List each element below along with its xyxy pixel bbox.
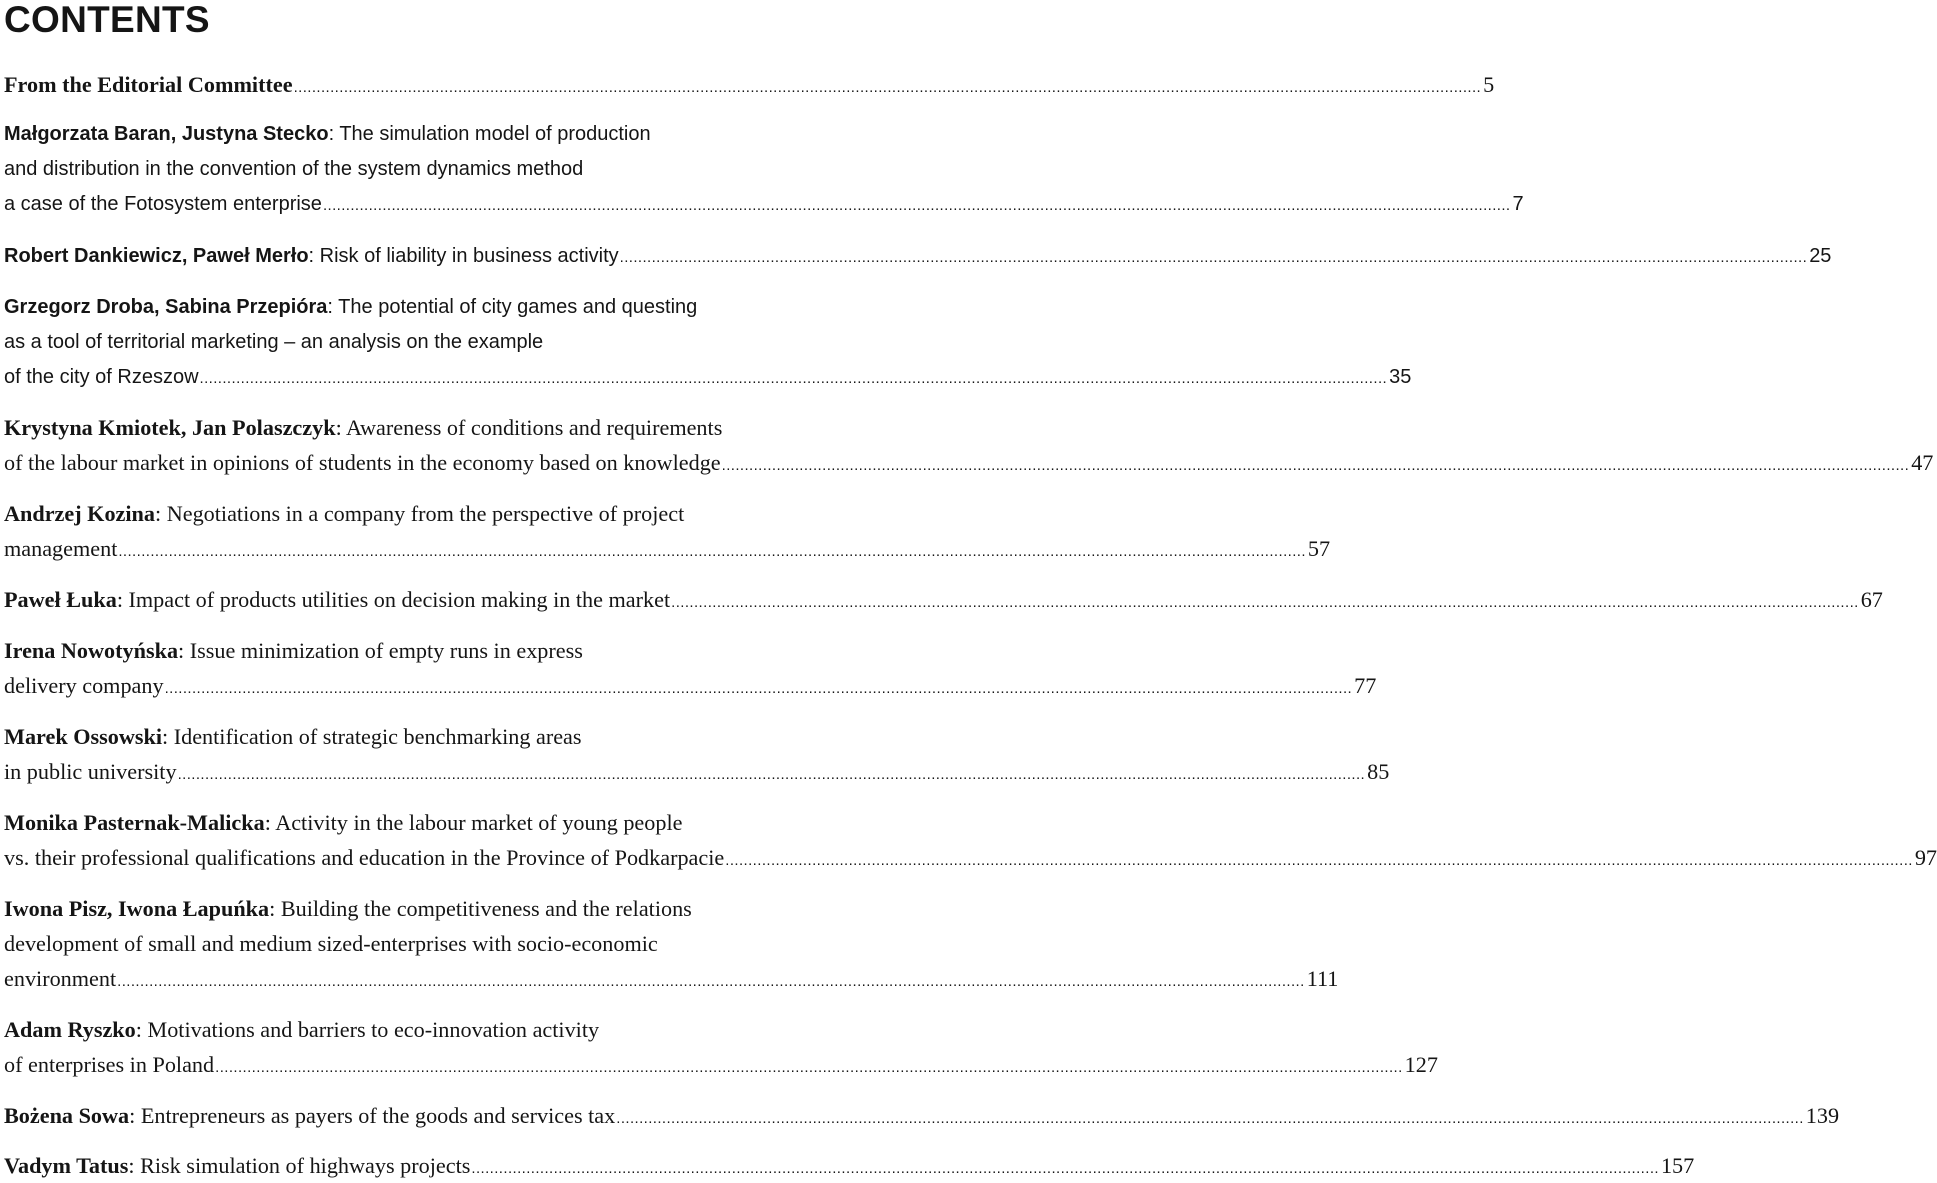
toc-title: delivery company	[4, 673, 164, 698]
toc-entry-line	[4, 191, 1524, 217]
toc-author: Adam Ryszko	[4, 1017, 136, 1042]
toc-title: : Negotiations in a company from the perspective of project	[154, 501, 685, 526]
toc-entry-line	[4, 536, 1331, 562]
toc-line-text	[4, 1153, 470, 1179]
toc-entry-line	[4, 1017, 956, 1043]
toc-line-text	[4, 673, 164, 699]
toc-page-number: 35	[1389, 366, 1412, 388]
toc-entry-line	[4, 810, 956, 836]
toc-leader-dots: ....................................................................................................................................................................................................................................................................	[619, 249, 1808, 266]
toc-entry-line	[4, 638, 956, 664]
toc-entry-line	[4, 243, 1832, 269]
toc-line-text	[4, 294, 697, 320]
toc-author: Vadym Tatus	[4, 1153, 129, 1178]
contents-heading: CONTENTS	[4, 0, 210, 40]
toc-title: of enterprises in Poland	[4, 1052, 215, 1077]
toc-entry-line	[4, 156, 956, 182]
toc-author: Małgorzata Baran, Justyna Stecko	[4, 123, 329, 145]
toc-leader-dots: ....................................................................................................................................................................................................................................................................	[322, 197, 1511, 214]
toc-leader-dots: ....................................................................................................................................................................................................................................................................	[616, 1110, 1804, 1127]
toc-page-number: 97	[1914, 845, 1937, 870]
toc-title: vs. their professional qualifications and education in the Province of Podkarpacie	[4, 845, 725, 870]
toc-title: : The potential of city games and questing	[327, 296, 698, 318]
toc-line-text	[4, 191, 322, 217]
toc-page-number: 67	[1860, 587, 1883, 612]
toc-title: and distribution in the convention of the system dynamics method	[4, 158, 584, 180]
toc-author: Robert Dankiewicz, Paweł Merło	[4, 245, 309, 267]
toc-entry-line	[4, 759, 1390, 785]
toc-line-text	[4, 121, 651, 147]
toc-page-number: 47	[1911, 450, 1934, 475]
toc-title: : Entrepreneurs as payers of the goods and services tax	[129, 1103, 616, 1128]
toc-entry-line	[4, 501, 956, 527]
toc-page-number: 77	[1354, 673, 1377, 698]
toc-line-text	[4, 72, 293, 98]
toc-line-text	[4, 1103, 615, 1129]
toc-line-text	[4, 931, 658, 957]
toc-entry-line	[4, 121, 956, 147]
toc-line-text	[4, 638, 583, 664]
toc-entry-line	[4, 724, 956, 750]
toc-author: From the Editorial Committee	[4, 72, 293, 97]
toc-title: environment	[4, 966, 117, 991]
toc-line-text	[4, 364, 199, 390]
toc-author: Iwona Pisz, Iwona Łapuńka	[4, 896, 270, 921]
toc-title: of the labour market in opinions of students in the economy based on knowledge	[4, 450, 721, 475]
toc-leader-dots: ....................................................................................................................................................................................................................................................................	[215, 1059, 1403, 1076]
toc-line-text	[4, 501, 684, 527]
toc-author: Grzegorz Droba, Sabina Przepióra	[4, 296, 328, 318]
toc-title: as a tool of territorial marketing – an analysis on the example	[4, 331, 544, 353]
toc-title: : Issue minimization of empty runs in express	[178, 638, 583, 663]
toc-leader-dots: ....................................................................................................................................................................................................................................................................	[164, 680, 1353, 697]
toc-line-text	[4, 587, 670, 613]
toc-title: : The simulation model of production	[328, 123, 651, 145]
toc-line-text	[4, 1017, 599, 1043]
toc-title: : Risk simulation of highways projects	[128, 1153, 471, 1178]
toc-title: : Identification of strategic benchmarking areas	[162, 724, 582, 749]
toc-title: : Risk of liability in business activity	[308, 245, 619, 267]
toc-author: Marek Ossowski	[4, 724, 162, 749]
toc-title: : Motivations and barriers to eco-innovation activity	[135, 1017, 600, 1042]
toc-page-number: 111	[1306, 966, 1339, 991]
toc-author: Bożena Sowa	[4, 1103, 130, 1128]
toc-title: : Activity in the labour market of young people	[264, 810, 683, 835]
toc-page-number: 25	[1809, 245, 1832, 267]
toc-page-number: 57	[1307, 536, 1331, 561]
toc-line-text	[4, 329, 543, 355]
toc-page-number: 157	[1660, 1153, 1695, 1178]
toc-line-text	[4, 1052, 214, 1078]
toc-line-text	[4, 896, 692, 922]
toc-line-text	[4, 810, 682, 836]
toc-leader-dots: ....................................................................................................................................................................................................................................................................	[177, 766, 1366, 783]
toc-entry-line	[4, 966, 1339, 992]
toc-page-number: 7	[1512, 193, 1524, 215]
toc-entry-line	[4, 1153, 1695, 1179]
toc-line-text	[4, 243, 619, 269]
toc-title: development of small and medium sized-enterprises with socio-economic	[4, 931, 658, 956]
toc-author: Monika Pasternak-Malicka	[4, 810, 265, 835]
toc-author: Paweł Łuka	[4, 587, 117, 612]
toc-leader-dots: ....................................................................................................................................................................................................................................................................	[471, 1160, 1659, 1177]
toc-entry-line	[4, 587, 1883, 613]
toc-entry-line	[4, 329, 956, 355]
toc-title: : Impact of products utilities on decision making in the market	[116, 587, 671, 612]
toc-entry-line	[4, 450, 1934, 476]
toc-line-text	[4, 536, 117, 562]
toc-page-number: 127	[1404, 1052, 1438, 1077]
toc-leader-dots: ....................................................................................................................................................................................................................................................................	[118, 543, 1306, 560]
toc-leader-dots: ....................................................................................................................................................................................................................................................................	[199, 370, 1388, 387]
toc-line-text	[4, 845, 724, 871]
toc-line-text	[4, 156, 583, 182]
toc-entry-line	[4, 1103, 1840, 1129]
toc-leader-dots: ....................................................................................................................................................................................................................................................................	[725, 852, 1913, 869]
toc-author: Krystyna Kmiotek, Jan Polaszczyk	[4, 415, 336, 440]
toc-entry-line	[4, 896, 956, 922]
toc-page-number: 139	[1805, 1103, 1840, 1128]
toc-author: Irena Nowotyńska	[4, 638, 179, 663]
toc-line-text	[4, 966, 116, 992]
toc-line-text	[4, 724, 582, 750]
toc-entry-line	[4, 845, 1937, 871]
toc-line-text	[4, 759, 177, 785]
toc-entry-line	[4, 1052, 1438, 1078]
toc-author: Andrzej Kozina	[4, 501, 155, 526]
toc-leader-dots: ....................................................................................................................................................................................................................................................................	[671, 594, 1859, 611]
toc-title: of the city of Rzeszow	[4, 366, 199, 388]
toc-page-number: 5	[1483, 72, 1495, 97]
toc-title: management	[4, 536, 118, 561]
toc-entry-line	[4, 931, 956, 957]
toc-title: : Awareness of conditions and requirements	[335, 415, 723, 440]
toc-line-text	[4, 415, 722, 441]
toc-entry-line	[4, 364, 1412, 390]
toc-leader-dots: ....................................................................................................................................................................................................................................................................	[721, 457, 1910, 474]
toc-leader-dots: ....................................................................................................................................................................................................................................................................	[117, 973, 1305, 990]
toc-entry-line	[4, 415, 956, 441]
toc-title: : Building the competitiveness and the relations	[269, 896, 692, 921]
toc-title: a case of the Fotosystem enterprise	[4, 193, 322, 215]
toc-leader-dots: ....................................................................................................................................................................................................................................................................	[293, 79, 1482, 96]
toc-entry-line	[4, 294, 956, 320]
toc-entry-line	[4, 673, 1377, 699]
toc-page-number: 85	[1367, 759, 1390, 784]
toc-line-text	[4, 450, 721, 476]
toc-title: in public university	[4, 759, 177, 784]
toc-entry-line	[4, 72, 1495, 98]
